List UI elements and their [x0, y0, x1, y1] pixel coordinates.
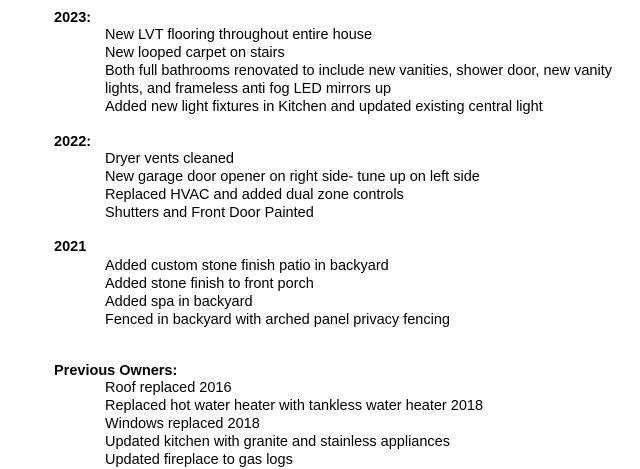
list-item: Windows replaced 2018: [105, 416, 260, 432]
list-item: Updated fireplace to gas logs: [105, 452, 293, 468]
list-item: New looped carpet on stairs: [105, 45, 285, 61]
section-heading: Previous Owners:: [54, 363, 178, 379]
item-list: [105, 150, 625, 222]
list-item: Replaced hot water heater with tankless water heater 2018: [105, 398, 484, 414]
list-item: Added new light fixtures in Kitchen and updated existing central light: [105, 99, 543, 115]
list-item: Fenced in backyard with arched panel privacy fencing: [105, 312, 450, 328]
list-item: Added spa in backyard: [105, 294, 253, 310]
item-list: [105, 257, 625, 329]
list-item: Added stone finish to front porch: [105, 276, 314, 292]
section-heading: 2021: [54, 239, 87, 255]
list-item: Added custom stone finish patio in backyard: [105, 258, 389, 274]
list-item: Updated kitchen with granite and stainless appliances: [105, 434, 450, 450]
list-item: New garage door opener on right side- tune up on left side: [105, 169, 480, 185]
list-item: Dryer vents cleaned: [105, 151, 234, 167]
section-heading: 2023:: [54, 10, 92, 26]
list-item: Both full bathrooms renovated to include new vanities, shower door, new vanity lights, and frameless anti fog LED mirrors up: [105, 63, 612, 97]
list-item: Shutters and Front Door Painted: [105, 205, 314, 221]
list-item: Replaced HVAC and added dual zone controls: [105, 187, 404, 203]
list-item: Roof replaced 2016: [105, 380, 232, 396]
list-item: New LVT flooring throughout entire house: [105, 27, 373, 43]
item-list: [105, 26, 625, 116]
item-list: [105, 379, 625, 469]
section-heading: 2022:: [54, 134, 92, 150]
